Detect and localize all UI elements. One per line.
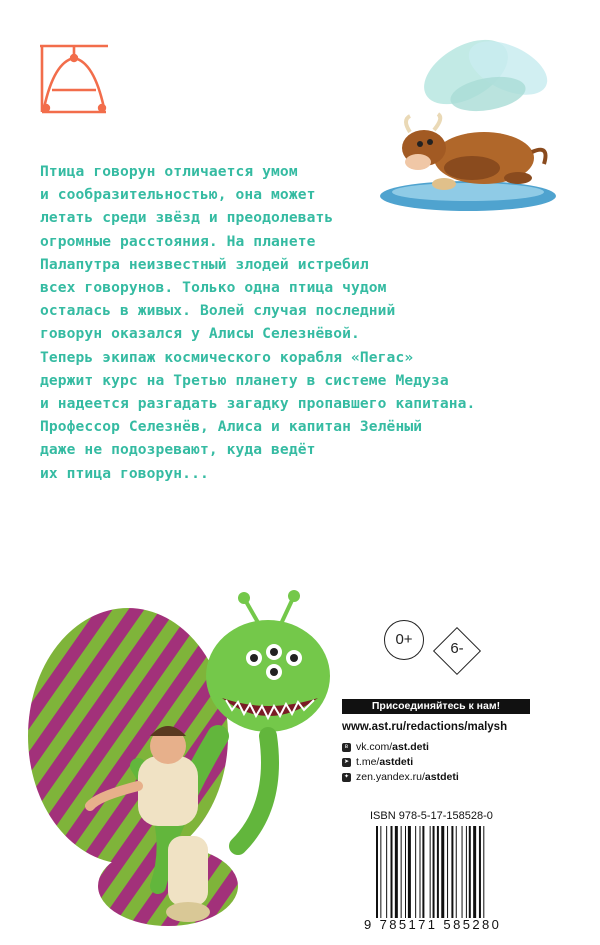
green-monster-illustration xyxy=(18,586,348,936)
social-prefix: t.me/ xyxy=(356,756,380,768)
social-handle: astdeti xyxy=(424,771,459,783)
barcode-number: 9 785171 585280 xyxy=(364,917,502,932)
blurb-line: огромные расстояния. На планете xyxy=(40,232,316,250)
barcode-bar xyxy=(433,826,435,918)
join-us-banner: Присоединяйтесь к нам! xyxy=(342,699,530,714)
barcode-bar xyxy=(395,826,398,918)
barcode-bar xyxy=(376,826,378,918)
barcode-bar xyxy=(437,826,439,918)
social-link-vk[interactable] xyxy=(342,741,429,753)
blurb-line: Палапутра неизвестный злодей истребил xyxy=(40,255,369,273)
blurb-line: всех говорунов. Только одна птица чудом xyxy=(40,279,387,297)
barcode-bar xyxy=(441,826,444,918)
barcode-bar xyxy=(451,826,453,918)
social-link-telegram[interactable] xyxy=(342,756,413,768)
barcode-bar xyxy=(479,826,481,918)
book-blurb xyxy=(40,160,510,485)
blurb-line: их птица говорун... xyxy=(40,464,209,482)
barcode-bar xyxy=(386,826,387,918)
website-link[interactable]: www.ast.ru/redactions/malysh xyxy=(342,721,508,733)
barcode-bar xyxy=(456,826,457,918)
zen-icon: ✦ xyxy=(343,773,350,780)
social-link-zen[interactable] xyxy=(342,771,459,783)
barcode-bar xyxy=(408,826,411,918)
social-prefix: vk.com/ xyxy=(356,741,393,753)
blurb-line: и надеется разгадать загадку пропавшего капитана. xyxy=(40,395,476,413)
social-prefix: zen.yandex.ru/ xyxy=(356,771,425,783)
blurb-line: летать среди звёзд и преодолевать xyxy=(40,209,334,227)
blurb-line: Теперь экипаж космического корабля «Пегас» xyxy=(40,348,414,366)
telegram-icon: ➤ xyxy=(343,758,350,765)
barcode-bar xyxy=(430,826,431,918)
barcode-bar xyxy=(447,826,448,918)
social-handle: astdeti xyxy=(379,756,414,768)
barcode-bar xyxy=(462,826,463,918)
barcode-bar xyxy=(415,826,416,918)
social-handle: ast.deti xyxy=(392,741,429,753)
blurb-line: Профессор Селезнёв, Алиса и капитан Зелёный xyxy=(40,418,423,436)
barcode-bar xyxy=(483,826,484,918)
blurb-line: даже не подозревают, куда ведёт xyxy=(40,441,316,459)
blurb-line: держит курс на Третью планету в системе Медуза xyxy=(40,371,449,389)
age-rating-circle: 0+ xyxy=(384,620,424,660)
age-rating-diamond-label: 6- xyxy=(450,640,464,657)
barcode-bar xyxy=(422,826,424,918)
isbn-label: ISBN 978-5-17-158528-0 xyxy=(370,810,493,822)
blurb-line: и сообразительностью, она может xyxy=(40,186,316,204)
barcode-bar xyxy=(405,826,406,918)
publisher-logo-icon xyxy=(38,42,110,114)
barcode xyxy=(376,826,512,918)
barcode-bar xyxy=(466,826,467,918)
blurb-line: говорун оказался у Алисы Селезнёвой. xyxy=(40,325,360,343)
blurb-line: Птица говорун отличается умом xyxy=(40,163,298,180)
barcode-bar xyxy=(380,826,381,918)
barcode-bar xyxy=(473,826,476,918)
vk-icon: в xyxy=(342,743,351,752)
barcode-bar xyxy=(401,826,402,918)
barcode-bar xyxy=(420,826,421,918)
barcode-bar xyxy=(469,826,471,918)
blurb-line: осталась в живых. Волей случая последний xyxy=(40,302,396,320)
barcode-bar xyxy=(391,826,393,918)
